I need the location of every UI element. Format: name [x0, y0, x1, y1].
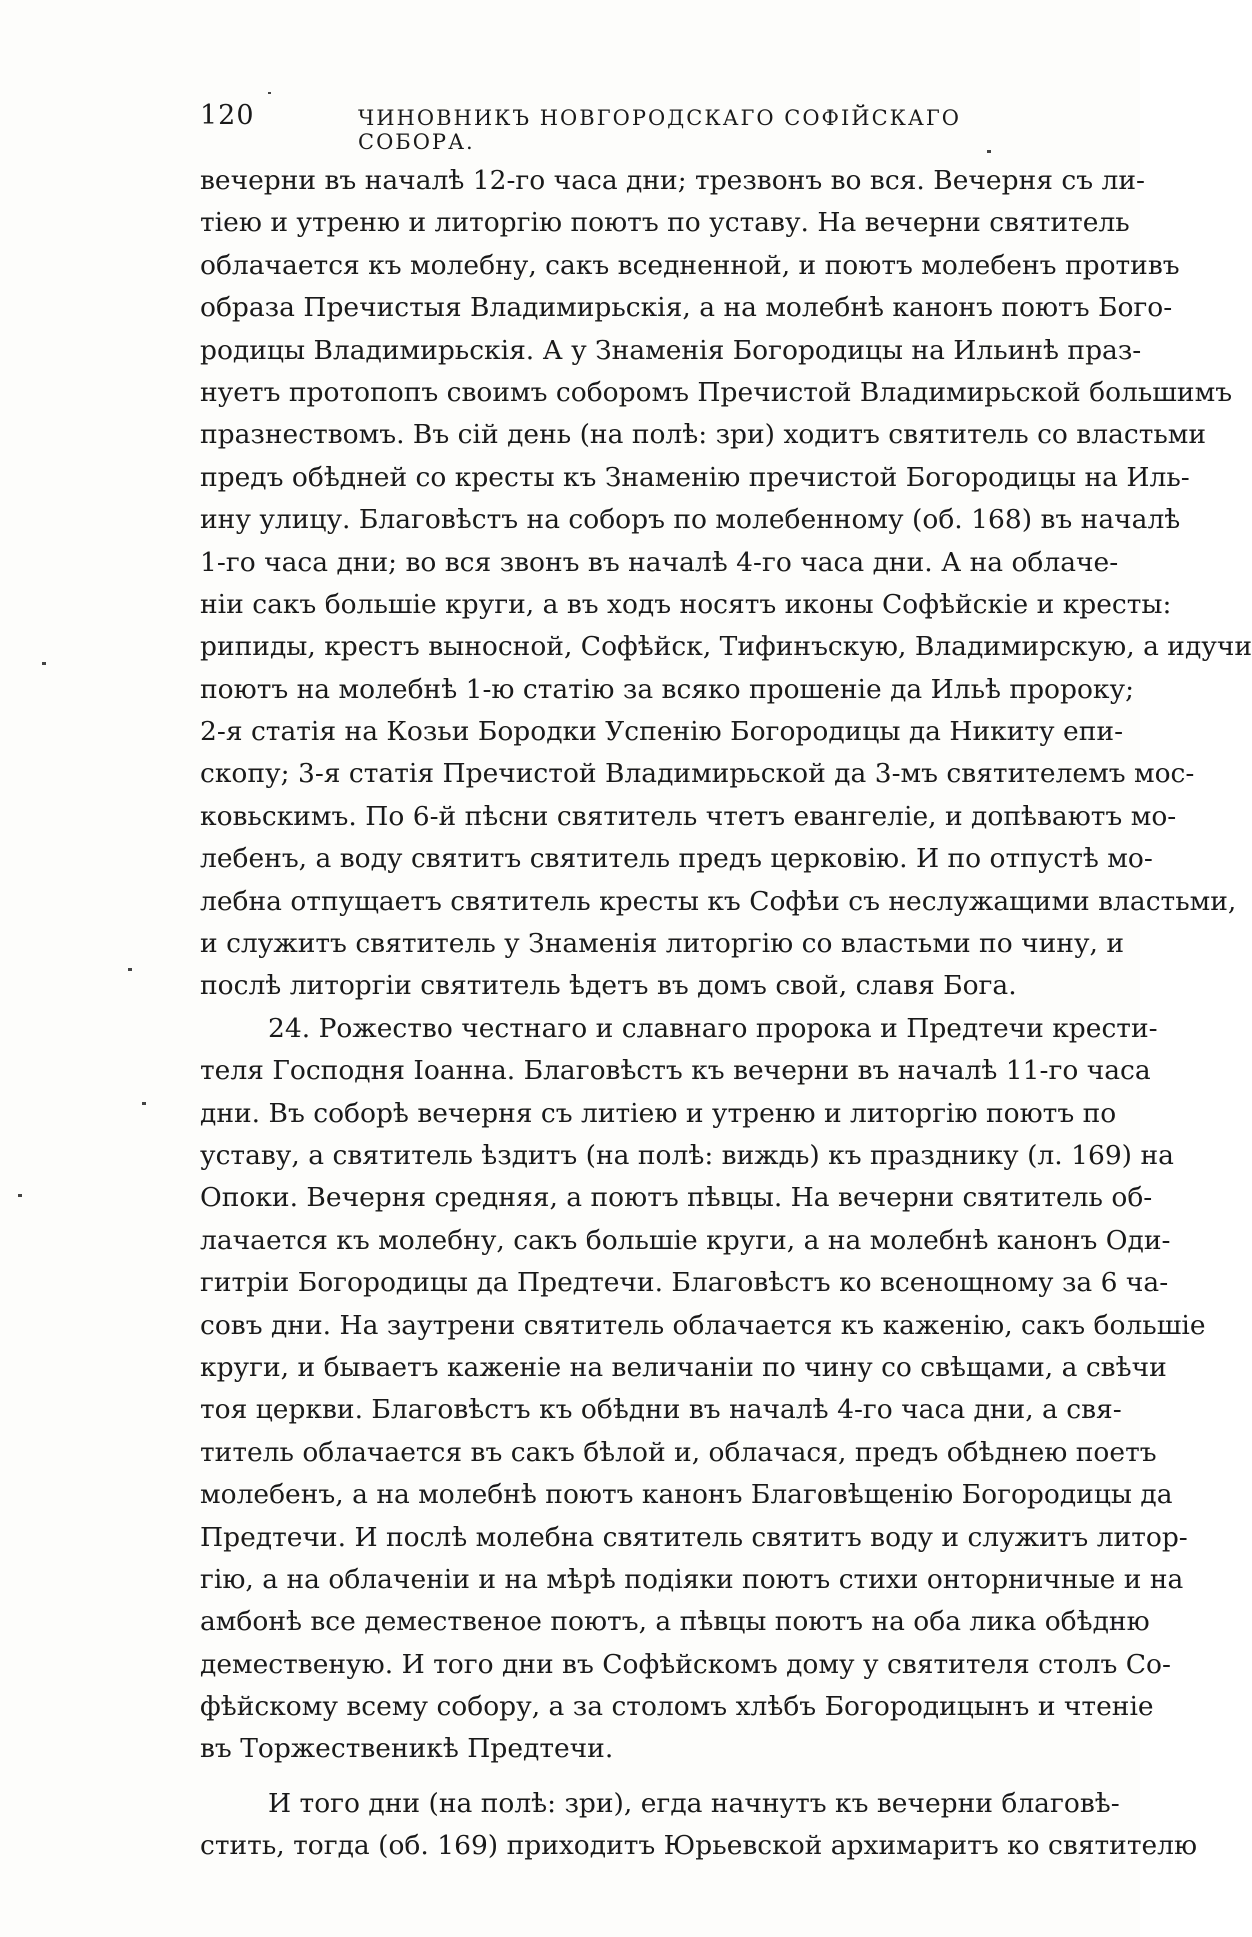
text-line: родицы Владимирьскія. А у Знаменія Богородицы на Ильинѣ праз- [200, 334, 1142, 366]
running-head [200, 100, 1080, 154]
body-text [200, 160, 1252, 1868]
text-line: совъ дни. На заутрени святитель облачается къ каженію, сакъ большіе [200, 1309, 1206, 1341]
text-line: титель облачается въ сакъ бѣлой и, облачася, предъ обѣднею поетъ [200, 1436, 1157, 1468]
text-line: скопу; 3-я статія Пречистой Владимирьской да 3-мъ святителемъ мос- [200, 758, 1195, 790]
text-line: дни. Въ соборѣ вечерня съ литіею и утреню и литоргію поютъ по [200, 1097, 1117, 1129]
text-line: Предтечи. И послѣ молебна святитель святитъ воду и служитъ литор- [200, 1521, 1188, 1553]
text-line: амбонѣ все демественое поютъ, а пѣвцы поютъ на оба лика обѣдню [200, 1606, 1150, 1638]
text-line: вечерни въ началѣ 12-го часа дни; трезвонъ во вся. Вечерня съ ли- [200, 165, 1145, 196]
text-line: уставу, а святитель ѣздитъ (на полѣ: виждь) къ празднику (л. 169) на [200, 1139, 1174, 1171]
text-line: празнествомъ. Въ сій день (на полѣ: зри) ходитъ святитель со властьми [200, 419, 1207, 451]
print-speck [128, 968, 132, 971]
text-line: въ Торжественикѣ Предтечи. [200, 1733, 614, 1765]
print-speck [268, 92, 271, 94]
text-line: гію, а на облаченіи и на мѣрѣ подіяки поютъ стихи онторничные и на [200, 1563, 1184, 1595]
text-line: лачается къ молебну, сакъ большіе круги, а на молебнѣ канонъ Оди- [200, 1224, 1171, 1256]
text-line: 24. Рожество честнаго и славнаго пророка и Предтечи крести- [268, 1012, 1158, 1044]
text-line: лебенъ, а воду святитъ святитель предъ церковію. И по отпустѣ мо- [200, 843, 1153, 875]
running-title: ЧИНОВНИКЪ НОВГОРОДСКАГО СОФІЙСКАГО СОБОРА. [358, 106, 961, 154]
text-line: 2-я статія на Козьи Бородки Успенію Богородицы да Никиту епи- [200, 716, 1124, 748]
print-speck [18, 1194, 22, 1197]
text-line: молебенъ, а на молебнѣ поютъ канонъ Благовѣщенію Богородицы да [200, 1479, 1173, 1511]
text-line: ковьскимъ. По 6-й пѣсни святитель чтетъ евангеліе, и допѣваютъ мо- [200, 800, 1177, 832]
paragraph-3 [200, 1783, 1198, 1868]
text-line: нуетъ протопопъ своимъ соборомъ Пречистой Владимирьской большимъ [200, 376, 1233, 408]
text-line: и служитъ святитель у Знаменія литоргію со властьми по чину, и [200, 928, 1125, 960]
text-line: рипиды, крестъ выносной, Софѣйск, Тифинъскую, Владимирскую, а идучи [200, 631, 1252, 663]
text-line: образа Пречистыя Владимирьскія, а на молебнѣ канонъ поютъ Бого- [200, 292, 1173, 324]
text-line: круги, и бываетъ каженіе на величаніи по чину со свѣщами, а свѣчи [200, 1351, 1167, 1383]
text-line: гитріи Богородицы да Предтечи. Благовѣстъ ко всенощному за 6 ча- [200, 1267, 1169, 1299]
text-line: демественую. И того дни въ Софѣйскомъ дому у святителя столъ Со- [200, 1648, 1171, 1680]
text-line: предъ обѣдней со кресты къ Знаменію пречистой Богородицы на Иль- [200, 461, 1190, 493]
print-speck [142, 1102, 146, 1105]
text-line: облачается къ молебну, сакъ вседненной, и поютъ молебенъ противъ [200, 249, 1180, 281]
text-line: Опоки. Вечерня средняя, а поютъ пѣвцы. На вечерни святитель об- [200, 1182, 1153, 1214]
text-line: ину улицу. Благовѣстъ на соборъ по молебенному (об. 168) въ началѣ [200, 504, 1181, 536]
paragraph-gap [200, 1771, 1068, 1783]
paragraph-2 [200, 1008, 1206, 1771]
text-line: теля Господня Іоанна. Благовѣстъ къ вечерни въ началѣ 11-го часа [200, 1055, 1151, 1087]
page-number: 120 [200, 100, 255, 131]
text-line: фѣйскому всему собору, а за столомъ хлѣбъ Богородицынъ и чтеніе [200, 1691, 1154, 1723]
text-line: ніи сакъ большіе круги, а въ ходъ носятъ иконы Софѣйскіе и кресты: [200, 588, 1172, 620]
text-line: тіею и утреню и литоргію поютъ по уставу. На вечерни святитель [200, 207, 1130, 239]
paragraph-1 [200, 160, 1252, 1008]
text-line: И того дни (на полѣ: зри), егда начнутъ къ вечерни благовѣ- [268, 1787, 1120, 1819]
text-line: 1-го часа дни; во вся звонъ въ началѣ 4-го часа дни. А на облаче- [200, 546, 1119, 578]
text-line: стить, тогда (об. 169) приходитъ Юрьевской архимаритъ ко святителю [200, 1830, 1198, 1862]
print-speck [987, 150, 991, 153]
print-speck [42, 662, 46, 665]
text-line: лебна отпущаетъ святитель кресты къ Софѣи съ неслужащими властьми, [200, 885, 1237, 917]
text-line: послѣ литоргіи святитель ѣдетъ въ домъ свой, славя Бога. [200, 970, 1017, 1002]
text-line: тоя церкви. Благовѣстъ къ обѣдни въ началѣ 4-го часа дни, а свя- [200, 1394, 1122, 1426]
text-line: поютъ на молебнѣ 1-ю статію за всяко прошеніе да Ильѣ пророку; [200, 673, 1134, 705]
